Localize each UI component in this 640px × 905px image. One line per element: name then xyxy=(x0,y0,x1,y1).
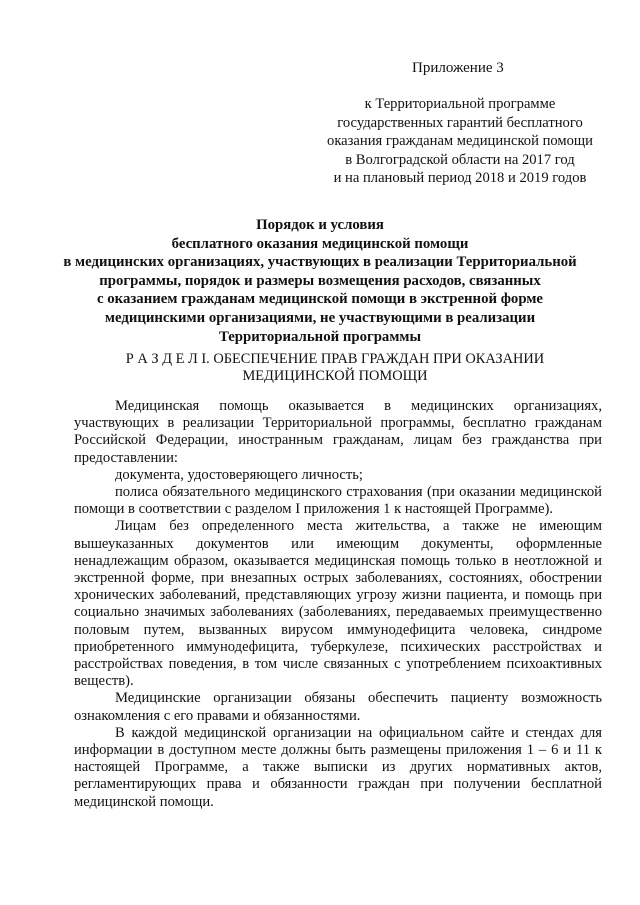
paragraph: В каждой медицинской организации на официальном сайте и стендах для информации в доступном месте должны быть размещены приложения 1 – 6 и 11 к настоящей Программе, а также выписки из других нормативных актов, регламентирующих права и обязанности граждан при получении бесплатной медицинской помощи. xyxy=(74,724,602,810)
paragraph: документа, удостоверяющего личность; xyxy=(115,466,363,483)
addressee-line: государственных гарантий бесплатного xyxy=(337,114,583,131)
section-heading xyxy=(120,351,550,385)
title-line: в медицинских организациях, участвующих в реализации Территориальной xyxy=(63,254,577,271)
body-text xyxy=(74,398,602,811)
paragraph: полиса обязательного медицинского страхования (при оказании медицинской помощи в соответствии с разделом I приложения 1 к настоящей Программе). xyxy=(74,484,602,518)
addressee-line: в Волгоградской области на 2017 год xyxy=(345,151,575,168)
title-line: бесплатного оказания медицинской помощи xyxy=(171,235,469,252)
paragraph: Медицинская помощь оказывается в медицинских организациях, участвующих в реализации Территориальной программы, бесплатно гражданам Российской Федерации, иностранным гражданам, лицам без гражданства при предоставлении: xyxy=(74,398,602,466)
paragraph: Лицам без определенного места жительства, а также не имеющим вышеуказанных документов или имеющим документы, оформленные ненадлежащим образом, оказывается медицинская помощь только в неотложной и экстренной форме, при внезапных острых заболеваниях, состояниях, обострении хронических заболеваний, представляющих угрозу жизни пациента, и помощь при социально значимых заболеваниях (заболеваниях, передаваемых преимущественно половым путем, вызванных вирусом иммунодефицита человека, синдроме приобретенного иммунодефицита, туберкулезе, психических расстройствах и расстройствах поведения, в том числе связанных с употреблением психоактивных веществ). xyxy=(74,518,602,690)
appendix-label: Приложение 3 xyxy=(412,60,504,76)
section-heading-line: МЕДИЦИНСКОЙ ПОМОЩИ xyxy=(242,368,428,384)
section-heading-line: Р А З Д Е Л I. ОБЕСПЕЧЕНИЕ ПРАВ ГРАЖДАН ПРИ ОКАЗАНИИ xyxy=(125,351,545,367)
title-line: медицинскими организациями, не участвующими в реализации xyxy=(104,309,536,326)
addressee-block xyxy=(290,95,630,188)
paragraph: Медицинские организации обязаны обеспечить пациенту возможность ознакомления с его правами и обязанностями. xyxy=(74,690,602,724)
addressee-line: и на плановый период 2018 и 2019 годов xyxy=(333,170,587,187)
addressee-line: к Территориальной программе xyxy=(364,96,556,112)
title-line: Порядок и условия xyxy=(256,217,384,233)
title-line: с оказанием гражданам медицинской помощи в экстренной форме xyxy=(97,291,543,308)
title-line: программы, порядок и размеры возмещения расходов, связанных xyxy=(99,272,541,289)
addressee-line: оказания гражданам медицинской помощи xyxy=(327,133,593,150)
document-title xyxy=(60,216,580,346)
title-line: Территориальной программы xyxy=(218,328,422,345)
